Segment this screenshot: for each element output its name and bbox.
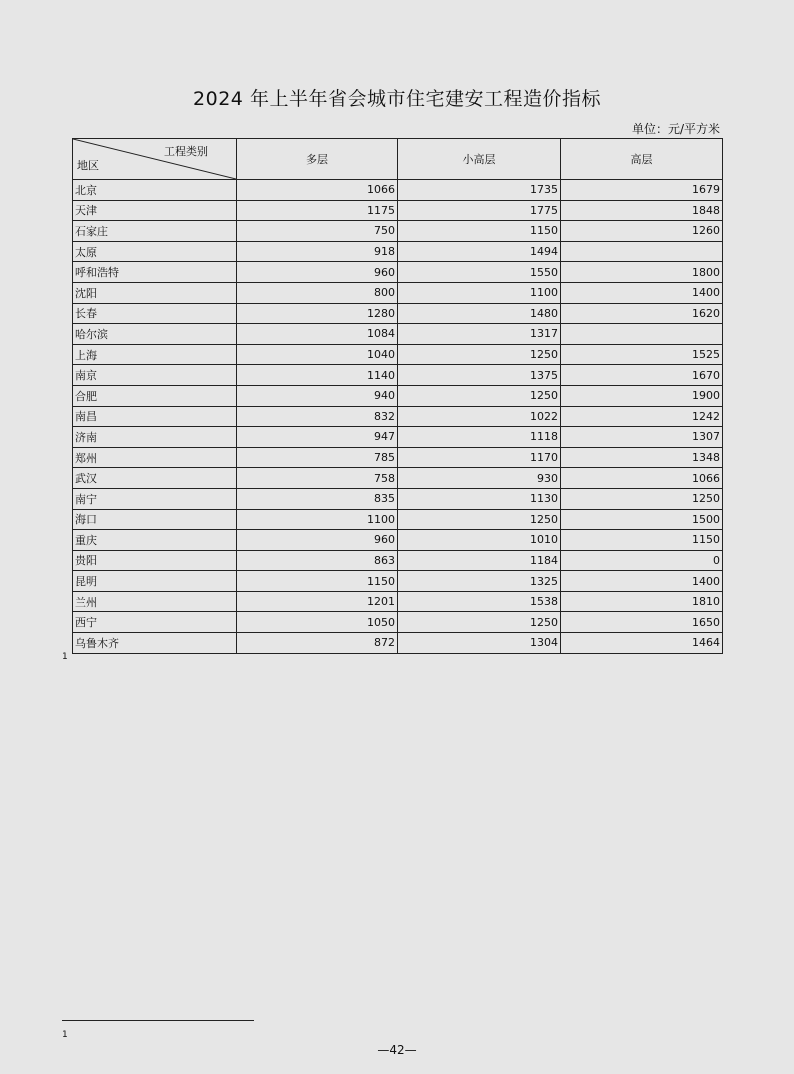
highrise-cell: 1800	[561, 262, 723, 283]
small-highrise-cell: 1325	[398, 571, 561, 592]
highrise-cell: 0	[561, 550, 723, 571]
highrise-cell: 1679	[561, 180, 723, 201]
table-header-row	[73, 139, 723, 180]
table-row	[73, 262, 723, 283]
city-cell: 乌鲁木齐	[73, 633, 237, 654]
small-highrise-cell: 1304	[398, 633, 561, 654]
table-row	[73, 427, 723, 448]
highrise-cell: 1525	[561, 344, 723, 365]
small-highrise-cell: 1775	[398, 200, 561, 221]
table-row	[73, 488, 723, 509]
cost-index-table	[72, 138, 723, 654]
city-cell: 西宁	[73, 612, 237, 633]
footnote-marker-bottom: 1	[62, 1030, 68, 1040]
city-cell: 呼和浩特	[73, 262, 237, 283]
highrise-cell: 1150	[561, 530, 723, 551]
highrise-cell: 1650	[561, 612, 723, 633]
table-row	[73, 200, 723, 221]
city-cell: 贵阳	[73, 550, 237, 571]
city-cell: 合肥	[73, 385, 237, 406]
table-row	[73, 282, 723, 303]
multistory-cell: 1066	[237, 180, 398, 201]
table-row	[73, 385, 723, 406]
small-highrise-cell: 1150	[398, 221, 561, 242]
small-highrise-cell: 1250	[398, 344, 561, 365]
column-header-multistory: 多层	[237, 139, 398, 180]
multistory-cell: 872	[237, 633, 398, 654]
multistory-cell: 863	[237, 550, 398, 571]
small-highrise-cell: 1375	[398, 365, 561, 386]
highrise-cell: 1250	[561, 488, 723, 509]
unit-label: 单位：元/平方米	[631, 122, 720, 136]
table-row	[73, 344, 723, 365]
footnote-rule	[62, 1020, 254, 1021]
small-highrise-cell: 1550	[398, 262, 561, 283]
highrise-cell: 1900	[561, 385, 723, 406]
highrise-cell	[561, 241, 723, 262]
table-row	[73, 406, 723, 427]
city-cell: 太原	[73, 241, 237, 262]
city-cell: 武汉	[73, 468, 237, 489]
multistory-cell: 1150	[237, 571, 398, 592]
multistory-cell: 940	[237, 385, 398, 406]
highrise-cell: 1066	[561, 468, 723, 489]
multistory-cell: 785	[237, 447, 398, 468]
highrise-cell: 1348	[561, 447, 723, 468]
page-number: —42—	[377, 1043, 417, 1057]
footnote-marker: 1	[62, 652, 68, 662]
table-row	[73, 447, 723, 468]
category-header-label: 工程类别	[164, 145, 208, 158]
city-cell: 南昌	[73, 406, 237, 427]
multistory-cell: 947	[237, 427, 398, 448]
table-row	[73, 571, 723, 592]
highrise-cell: 1500	[561, 509, 723, 530]
small-highrise-cell: 1250	[398, 612, 561, 633]
multistory-cell: 960	[237, 530, 398, 551]
table-row	[73, 221, 723, 242]
highrise-cell: 1810	[561, 591, 723, 612]
table-row	[73, 365, 723, 386]
table-row	[73, 241, 723, 262]
table-body	[73, 180, 723, 654]
city-cell: 长春	[73, 303, 237, 324]
highrise-cell: 1307	[561, 427, 723, 448]
region-header-label: 地区	[77, 159, 99, 172]
table-row	[73, 180, 723, 201]
city-cell: 北京	[73, 180, 237, 201]
small-highrise-cell: 1100	[398, 282, 561, 303]
multistory-cell: 960	[237, 262, 398, 283]
highrise-cell: 1400	[561, 282, 723, 303]
table-row	[73, 633, 723, 654]
multistory-cell: 1140	[237, 365, 398, 386]
small-highrise-cell: 1250	[398, 385, 561, 406]
table-row	[73, 530, 723, 551]
highrise-cell: 1242	[561, 406, 723, 427]
city-cell: 石家庄	[73, 221, 237, 242]
small-highrise-cell: 1010	[398, 530, 561, 551]
multistory-cell: 1084	[237, 324, 398, 345]
city-cell: 哈尔滨	[73, 324, 237, 345]
city-cell: 南宁	[73, 488, 237, 509]
highrise-cell: 1464	[561, 633, 723, 654]
column-header-small-highrise: 小高层	[398, 139, 561, 180]
highrise-cell: 1670	[561, 365, 723, 386]
small-highrise-cell: 1118	[398, 427, 561, 448]
multistory-cell: 835	[237, 488, 398, 509]
multistory-cell: 758	[237, 468, 398, 489]
table-row	[73, 550, 723, 571]
multistory-cell: 1100	[237, 509, 398, 530]
highrise-cell	[561, 324, 723, 345]
multistory-cell: 750	[237, 221, 398, 242]
column-header-highrise: 高层	[561, 139, 723, 180]
table-row	[73, 509, 723, 530]
highrise-cell: 1400	[561, 571, 723, 592]
small-highrise-cell: 1022	[398, 406, 561, 427]
multistory-cell: 832	[237, 406, 398, 427]
small-highrise-cell: 1317	[398, 324, 561, 345]
table-row	[73, 468, 723, 489]
table-row	[73, 324, 723, 345]
highrise-cell: 1620	[561, 303, 723, 324]
small-highrise-cell: 1480	[398, 303, 561, 324]
city-cell: 郑州	[73, 447, 237, 468]
multistory-cell: 800	[237, 282, 398, 303]
small-highrise-cell: 1250	[398, 509, 561, 530]
city-cell: 重庆	[73, 530, 237, 551]
city-cell: 上海	[73, 344, 237, 365]
multistory-cell: 1175	[237, 200, 398, 221]
city-cell: 兰州	[73, 591, 237, 612]
small-highrise-cell: 930	[398, 468, 561, 489]
multistory-cell: 1040	[237, 344, 398, 365]
city-cell: 济南	[73, 427, 237, 448]
highrise-cell: 1848	[561, 200, 723, 221]
highrise-cell: 1260	[561, 221, 723, 242]
small-highrise-cell: 1494	[398, 241, 561, 262]
multistory-cell: 918	[237, 241, 398, 262]
city-cell: 昆明	[73, 571, 237, 592]
small-highrise-cell: 1735	[398, 180, 561, 201]
multistory-cell: 1050	[237, 612, 398, 633]
table-row	[73, 591, 723, 612]
small-highrise-cell: 1130	[398, 488, 561, 509]
city-cell: 沈阳	[73, 282, 237, 303]
table-row	[73, 303, 723, 324]
multistory-cell: 1201	[237, 591, 398, 612]
page-title: 2024 年上半年省会城市住宅建安工程造价指标	[193, 88, 601, 110]
diagonal-header-cell	[73, 139, 237, 180]
small-highrise-cell: 1170	[398, 447, 561, 468]
small-highrise-cell: 1538	[398, 591, 561, 612]
city-cell: 天津	[73, 200, 237, 221]
table-row	[73, 612, 723, 633]
multistory-cell: 1280	[237, 303, 398, 324]
small-highrise-cell: 1184	[398, 550, 561, 571]
city-cell: 海口	[73, 509, 237, 530]
city-cell: 南京	[73, 365, 237, 386]
